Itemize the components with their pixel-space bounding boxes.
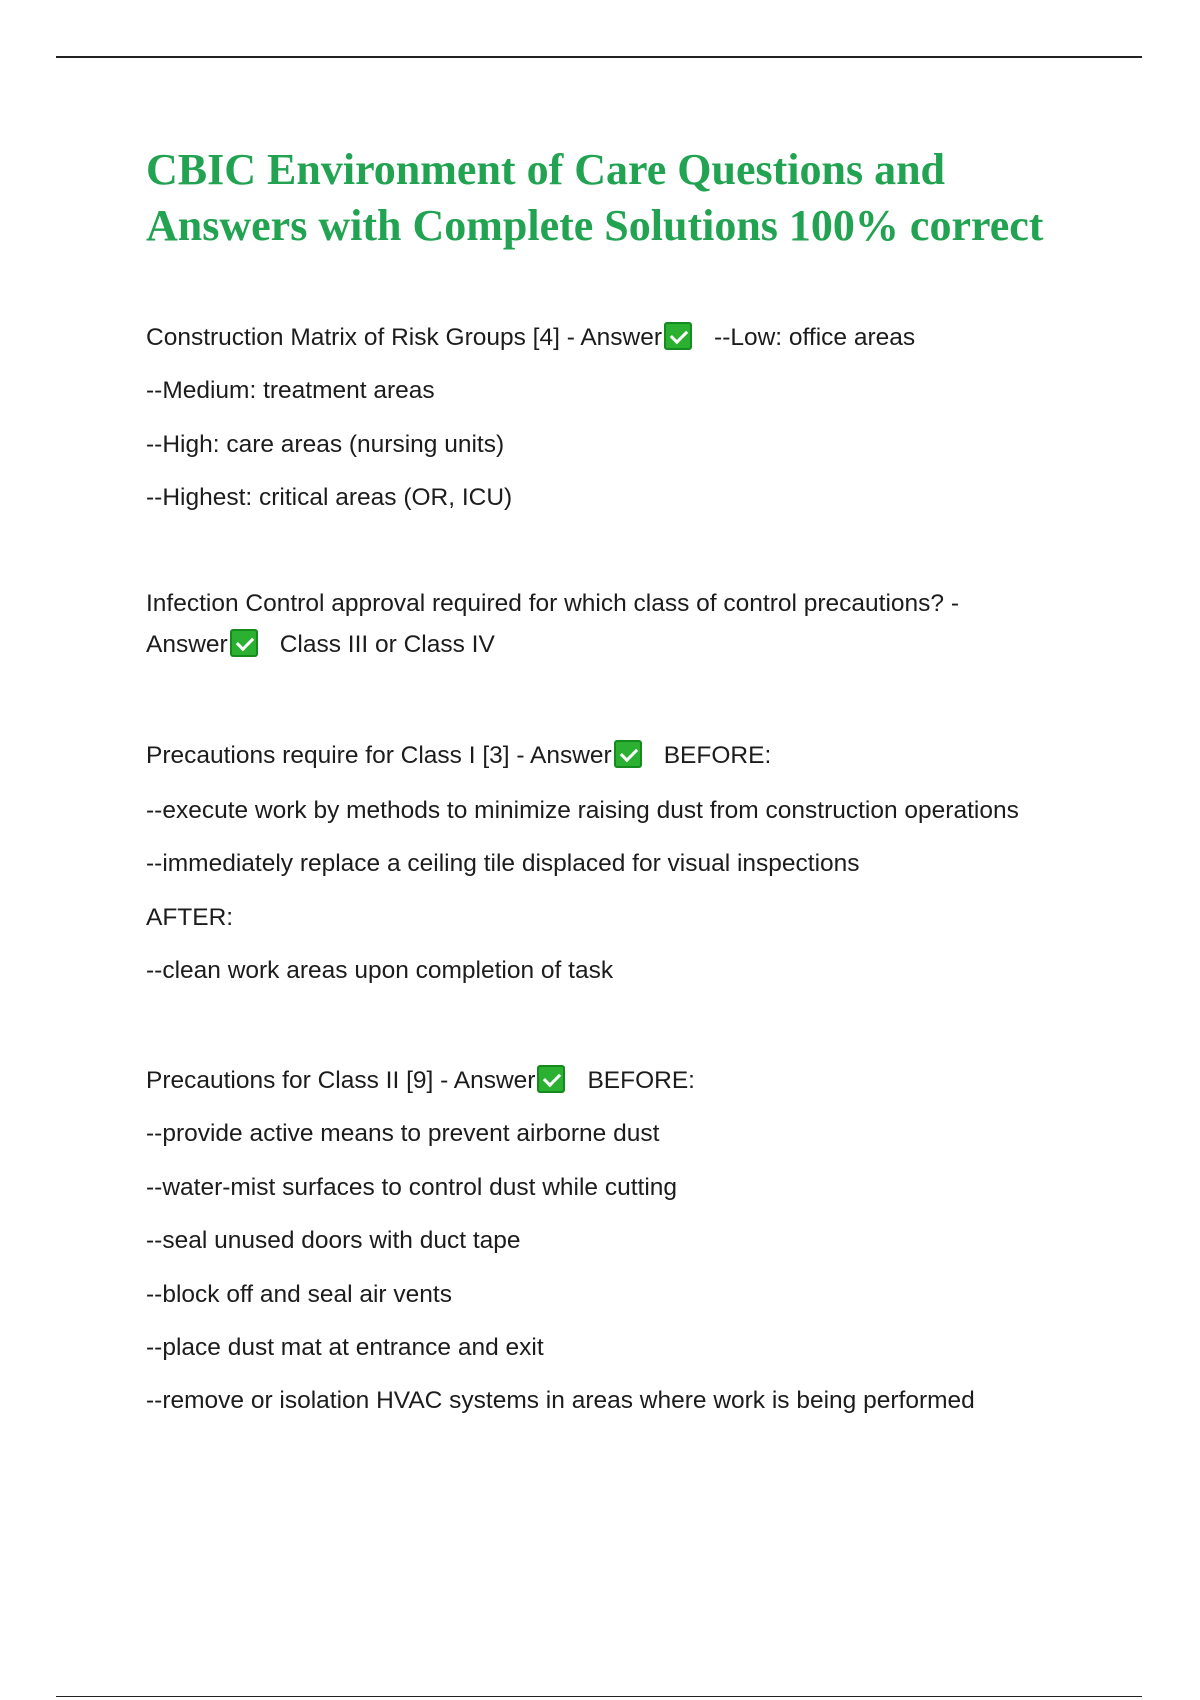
qa-2-question: Answer xyxy=(146,631,228,658)
qa-2-answer-first: Class III or Class IV xyxy=(279,631,495,658)
qa-4-question-line xyxy=(146,1065,695,1097)
qa-3-line: --clean work areas upon completion of task xyxy=(146,957,614,984)
bottom-rule xyxy=(56,1696,1142,1697)
check-mark-icon xyxy=(230,629,258,657)
qa-2-question-line-2 xyxy=(146,629,495,661)
qa-4-line: --provide active means to prevent airborne dust xyxy=(146,1120,660,1147)
qa-1-answer-first: --Low: office areas xyxy=(714,324,916,351)
title-line-2: Answers with Complete Solutions 100% correct xyxy=(146,201,1044,250)
qa-4-line: --place dust mat at entrance and exit xyxy=(146,1334,544,1361)
qa-3-answer-first: BEFORE: xyxy=(663,742,772,769)
qa-1-line: --High: care areas (nursing units) xyxy=(146,431,505,458)
qa-3-line: --execute work by methods to minimize raising dust from construction operations xyxy=(146,797,1019,824)
qa-1-line: --Highest: critical areas (OR, ICU) xyxy=(146,484,513,511)
check-mark-icon xyxy=(614,740,642,768)
qa-4-line: --block off and seal air vents xyxy=(146,1281,452,1308)
qa-1-question: Construction Matrix of Risk Groups [4] - Answer xyxy=(146,324,663,351)
qa-2-question-line-1: Infection Control approval required for which class of control precautions? - xyxy=(146,590,959,617)
qa-3-line: AFTER: xyxy=(146,904,234,931)
qa-4-line: --remove or isolation HVAC systems in areas where work is being performed xyxy=(146,1387,975,1414)
qa-4-line: --seal unused doors with duct tape xyxy=(146,1227,521,1254)
qa-4-line: --water-mist surfaces to control dust while cutting xyxy=(146,1174,678,1201)
qa-4-answer-first: BEFORE: xyxy=(587,1067,695,1094)
qa-1-line: --Medium: treatment areas xyxy=(146,377,435,404)
qa-3-question: Precautions require for Class I [3] - Answer xyxy=(146,742,612,769)
qa-1-question-line xyxy=(146,322,915,354)
document-title xyxy=(146,142,1106,254)
top-rule xyxy=(56,56,1142,58)
title-line-1: CBIC Environment of Care Questions and xyxy=(146,145,946,194)
check-mark-icon xyxy=(537,1065,565,1093)
qa-3-line: --immediately replace a ceiling tile displaced for visual inspections xyxy=(146,850,860,877)
qa-3-question-line xyxy=(146,740,771,772)
qa-4-question: Precautions for Class II [9] - Answer xyxy=(146,1067,536,1094)
check-mark-icon xyxy=(664,322,692,350)
